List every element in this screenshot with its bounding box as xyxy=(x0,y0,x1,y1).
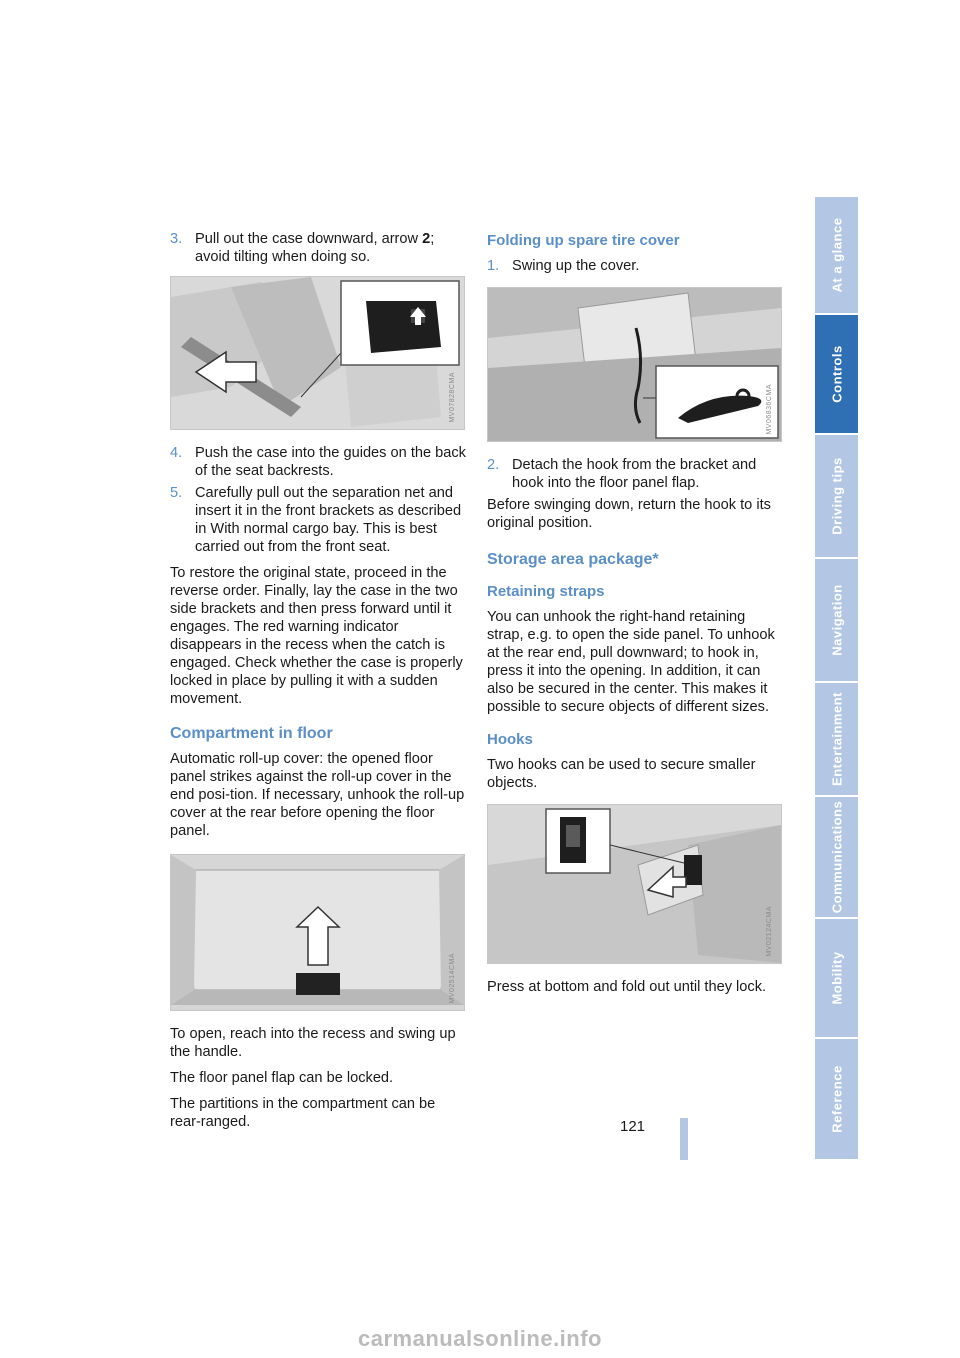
press-paragraph: Press at bottom and fold out until they lock. xyxy=(487,979,767,995)
figure-code: MV07828CMA xyxy=(449,372,456,423)
compartment-paragraph: Automatic roll-up cover: the opened floor panel strikes against the roll-up cover in the end posi-tion. If necessary, unhook the roll-up cover at the rear before opening the floor panel. xyxy=(170,751,465,839)
right-column xyxy=(487,231,783,1004)
figure-spare-tire-cover xyxy=(487,287,782,442)
figure-code: MV06836CMA xyxy=(766,384,773,435)
step-3: 3. Pull out the case downward, arrow 2; avoid tilting when doing so. xyxy=(170,231,435,265)
page-number: 121 xyxy=(620,1118,646,1135)
straps-paragraph: You can unhook the right-hand retaining strap, e.g. to open the side panel. To unhook at the rear end, pull downward; to hook in, press it into the opening. In addition, it can also be secured in the center. This makes it possible to secure objects of different sizes. xyxy=(487,609,775,715)
tab-controls[interactable]: Controls xyxy=(815,315,858,435)
compartment-heading: Compartment in floor xyxy=(170,725,333,742)
figure-code: MV02514CMA xyxy=(449,953,456,1004)
hooks-paragraph: Two hooks can be used to secure smaller objects. xyxy=(487,757,756,791)
partitions-paragraph: The partitions in the compartment can be rear-ranged. xyxy=(170,1096,436,1130)
figure-code: MV02124CMA xyxy=(766,906,773,957)
step-1: 1. Swing up the cover. xyxy=(487,258,640,274)
step-2: 2. Detach the hook from the bracket and hook into the floor panel flap. xyxy=(487,457,757,491)
tab-communications[interactable]: Communications xyxy=(815,797,858,919)
spare-tire-cover-illustration xyxy=(488,288,781,441)
tab-driving-tips[interactable]: Driving tips xyxy=(815,435,858,559)
tab-at-a-glance[interactable]: At a glance xyxy=(815,197,858,315)
figure-hooks xyxy=(487,804,782,964)
case-removal-illustration xyxy=(171,277,464,429)
hooks-heading: Hooks xyxy=(487,731,533,748)
tab-navigation[interactable]: Navigation xyxy=(815,559,858,683)
tab-mobility[interactable]: Mobility xyxy=(815,919,858,1039)
left-column xyxy=(170,230,466,1139)
lock-paragraph: The floor panel flap can be locked. xyxy=(170,1070,394,1086)
storage-heading: Storage area package* xyxy=(487,551,659,568)
tab-entertainment[interactable]: Entertainment xyxy=(815,683,858,797)
straps-heading: Retaining straps xyxy=(487,583,605,600)
hooks-illustration xyxy=(488,805,781,963)
step-5: 5. Carefully pull out the separation net and insert it in the front brackets as described in With normal cargo bay. This is best carried out from the front seat. xyxy=(170,485,462,555)
before-swinging-paragraph: Before swinging down, return the hook to its original position. xyxy=(487,497,771,531)
step-4: 4. Push the case into the guides on the back of the seat backrests. xyxy=(170,445,466,479)
restore-paragraph: To restore the original state, proceed in the reverse order. Finally, lay the case in the two side brackets and then press forward until it engages. The red warning indicator disappears in the recess when the catch is engaged. Check whether the case is properly locked in place by pulling it with a sudden movement. xyxy=(170,565,463,707)
chapter-sidebar xyxy=(815,197,858,1161)
figure-floor-compartment xyxy=(170,854,465,1011)
open-paragraph: To open, reach into the recess and swing up the handle. xyxy=(170,1026,456,1060)
tab-reference[interactable]: Reference xyxy=(815,1039,858,1161)
figure-case-removal xyxy=(170,276,465,430)
page-number-bar xyxy=(680,1118,688,1160)
floor-compartment-illustration xyxy=(171,855,464,1010)
watermark: carmanualsonline.info xyxy=(358,1326,602,1351)
folding-heading: Folding up spare tire cover xyxy=(487,232,680,249)
